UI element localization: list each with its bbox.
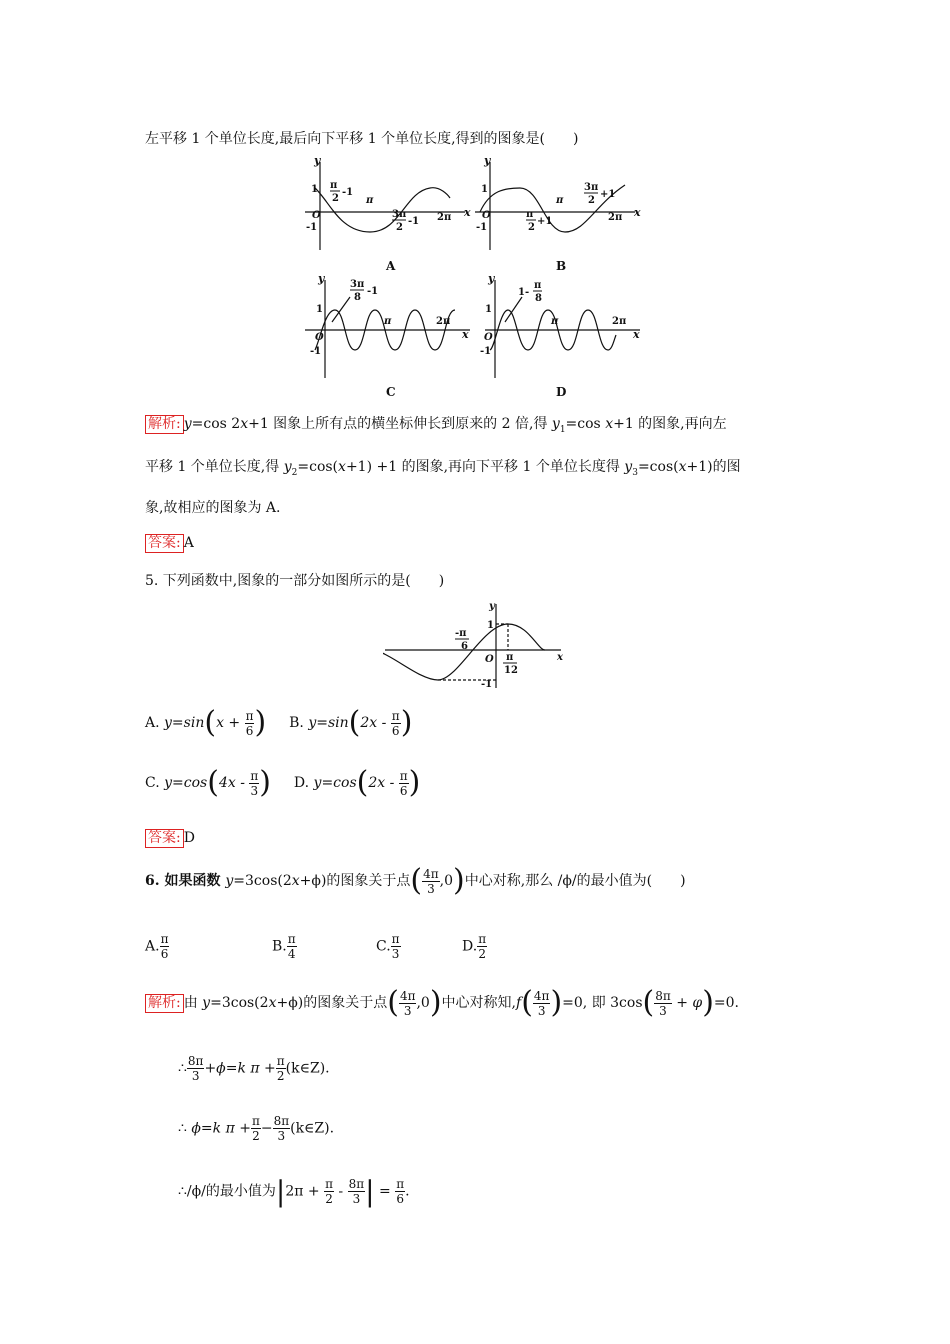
graph-b-y-label: y xyxy=(484,154,491,167)
graph-b-x-label: x xyxy=(634,206,641,219)
graph-b-ann1-tail: +1 xyxy=(537,216,553,227)
graph-d-ann-head: 1- xyxy=(518,287,530,298)
q4-analysis-line3: 象,故相应的图象为 A. xyxy=(145,500,281,516)
graph-c-origin: O xyxy=(315,332,324,343)
q5-neg-pi-den: 6 xyxy=(461,641,468,652)
answer-tag: 答案: xyxy=(145,829,184,848)
q5-x-label: x xyxy=(557,652,563,663)
q5-y-label: y xyxy=(489,601,495,612)
graph-c-one: 1 xyxy=(316,304,323,315)
graph-b-2pi: 2π xyxy=(608,212,623,223)
graph-d-caption: D xyxy=(556,385,567,399)
q5-options-row1 xyxy=(145,705,413,740)
graph-b-ann1-num: π xyxy=(526,209,534,220)
analysis-tag: 解析: xyxy=(145,415,184,434)
graph-d-pi: π xyxy=(551,316,559,327)
q5-origin: O xyxy=(485,654,494,665)
q5-options-row2 xyxy=(145,765,421,800)
q5-one: 1 xyxy=(487,620,494,631)
q6-option-d[interactable]: D. $\frac{\pi}{2}$ xyxy=(462,932,487,961)
q5-option-b[interactable]: B. y=sin(2x - $\frac{\pi}{6}$ ) xyxy=(289,705,413,740)
q4-answer-value: A xyxy=(183,535,194,551)
graph-d-one: 1 xyxy=(485,304,492,315)
graph-a-2pi: 2π xyxy=(437,212,452,223)
graph-c-ann-tail: -1 xyxy=(367,286,379,297)
q6-option-a[interactable]: A. $\frac{\pi}{6}$ xyxy=(145,932,169,961)
graph-c-caption: C xyxy=(386,385,396,399)
q6-analysis-line1: 解析: 由 y=3cos(2x+ϕ)的图象关于点( $\frac{4\pi}{3}$ ,0)中心对称知,f( $\frac{4\pi}{3}$ )=0, 即 3cos( $\frac{8\pi}{3}$ + φ)=0. xyxy=(145,988,739,1018)
q5-answer-value: D xyxy=(183,830,195,846)
graph-a-pi: π xyxy=(366,195,374,206)
graph-a-x-label: x xyxy=(464,206,471,219)
q5-graph xyxy=(383,598,573,690)
graph-b-ann2-den: 2 xyxy=(588,195,595,206)
graph-c-x-label: x xyxy=(462,328,469,341)
analysis-tag: 解析: xyxy=(145,994,184,1013)
answer-tag: 答案: xyxy=(145,534,184,553)
q5-neg-pi-num: -π xyxy=(455,628,467,639)
graph-d-2pi: 2π xyxy=(612,316,627,327)
q5-option-a[interactable]: A. y=sin(x + $\frac{\pi}{6}$ ) xyxy=(145,705,267,740)
graph-a-y-label: y xyxy=(314,154,321,167)
q6-step1: ∴ $\frac{8\pi}{3}$ +ϕ=k π + $\frac{\pi}{2}$ (k∈Z). xyxy=(178,1054,330,1083)
q6-step3: ∴/ϕ/的最小值为|2π + $\frac{\pi}{2}$ - $\frac{8\pi}{3}$ | = $\frac{\pi}{6}$ . xyxy=(178,1175,410,1208)
graph-d-x-label: x xyxy=(633,328,640,341)
q5-neg-one: -1 xyxy=(481,679,493,690)
graph-b-caption: B xyxy=(556,259,567,273)
q5-pi-den: 12 xyxy=(504,665,518,676)
graph-b-ann2-tail: +1 xyxy=(600,189,616,200)
graph-b-ann2-num: 3π xyxy=(584,182,599,193)
answer-graphs-figure xyxy=(290,150,650,405)
q6-stem: 6. 如果函数 y=3cos(2x+ϕ)的图象关于点( $\frac{4\pi}{3}$ ,0)中心对称,那么 /ϕ/的最小值为( ) xyxy=(145,863,686,898)
q4-analysis-line2: 平移 1 个单位长度,得 $y_2=\cos(x+1) +1$ 的图象,再向下平移 1 个单位长度得 $y_3=\cos(x+1)$的图 xyxy=(145,459,741,478)
graph-c-ann-num: 3π xyxy=(350,279,365,290)
graph-a-neg-one: -1 xyxy=(306,222,318,233)
graph-a-origin: O xyxy=(312,210,321,221)
q5-option-c[interactable]: C. y=cos(4x - $\frac{\pi}{3}$ ) xyxy=(145,765,271,800)
graph-a-caption: A xyxy=(386,259,396,273)
graph-d-ann-num: π xyxy=(534,280,542,291)
q6-option-c[interactable]: C. $\frac{\pi}{3}$ xyxy=(376,932,400,961)
graph-d-y-label: y xyxy=(488,272,495,285)
graph-d-origin: O xyxy=(484,332,493,343)
q5-stem: 5. 下列函数中,图象的一部分如图所示的是( ) xyxy=(145,573,445,589)
q5-pi-num: π xyxy=(506,652,514,663)
graph-a-ann1-num: π xyxy=(330,180,338,191)
graph-c-y-label: y xyxy=(318,272,325,285)
q6-option-b[interactable]: B. $\frac{\pi}{4}$ xyxy=(272,932,296,961)
graph-b-ann1-den: 2 xyxy=(528,222,535,233)
graph-b-one: 1 xyxy=(481,184,488,195)
graph-a-one: 1 xyxy=(311,184,318,195)
graph-b-neg-one: -1 xyxy=(476,222,488,233)
q5-option-d[interactable]: D. y=cos(2x - $\frac{\pi}{6}$ ) xyxy=(293,765,421,800)
graph-a-ann1-den: 2 xyxy=(332,193,339,204)
question-4-tail: 左平移 1 个单位长度,最后向下平移 1 个单位长度,得到的图象是( ) xyxy=(145,131,579,147)
graph-d-neg-one: -1 xyxy=(480,346,492,357)
q5-answer xyxy=(145,829,195,848)
graph-c-pi: π xyxy=(384,316,392,327)
graph-a-ann2-den: 2 xyxy=(396,222,403,233)
graph-a-ann1-tail: -1 xyxy=(342,187,354,198)
q4-answer xyxy=(145,534,194,553)
graph-a-ann2-num: 3π xyxy=(392,209,407,220)
graph-c-neg-one: -1 xyxy=(310,346,322,357)
graph-c-ann-den: 8 xyxy=(354,292,361,303)
graph-c-2pi: 2π xyxy=(436,316,451,327)
graph-b-pi: π xyxy=(556,195,564,206)
q4-analysis-line1: 解析: y=cos 2x+1 图象上所有点的横坐标伸长到原来的 2 倍,得 $y_1=\cos$ x+1 的图象,再向左 xyxy=(145,413,727,435)
graph-a-ann2-tail: -1 xyxy=(408,216,420,227)
graph-b-origin: O xyxy=(482,210,491,221)
q6-step2: ∴ ϕ=k π + $\frac{\pi}{2}$ − $\frac{8\pi}{3}$ (k∈Z). xyxy=(178,1114,335,1143)
graph-d-ann-den: 8 xyxy=(535,293,542,304)
